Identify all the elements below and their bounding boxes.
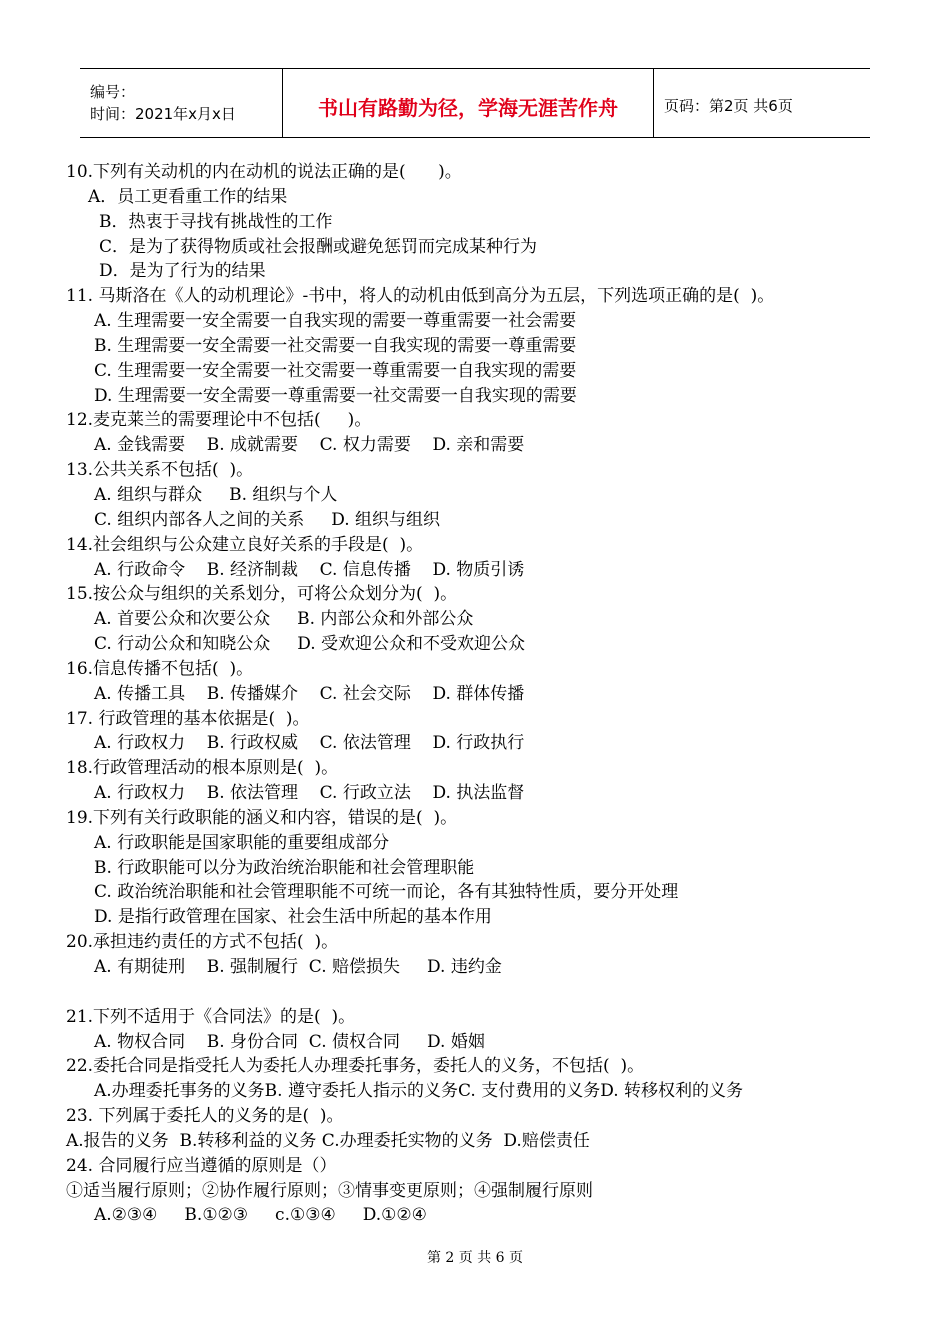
question-line: 13.公共关系不包括( )。 [66, 460, 254, 481]
header-meta [80, 69, 282, 137]
document-date-label: 时间：2021年x月x日 [90, 105, 236, 123]
option-line: B．热衷于寻找有挑战性的工作 [99, 211, 333, 232]
option-line: B. 行政职能可以分为政治统治职能和社会管理职能 [94, 857, 475, 878]
option-line: A. 行政权力 B. 行政权威 C. 依法管理 D. 行政执行 [94, 733, 525, 754]
question-line: 20.承担违约责任的方式不包括( )。 [66, 932, 339, 953]
option-line: C. 生理需要一安全需要一社交需要一尊重需要一自我实现的需要 [94, 360, 577, 381]
option-line: C．是为了获得物质或社会报酬或避免惩罚而完成某种行为 [99, 236, 538, 257]
question-content [66, 160, 896, 1228]
option-line: D. 生理需要一安全需要一尊重需要一社交需要一自我实现的需要 [94, 385, 577, 406]
option-line: A. 组织与群众 B. 组织与个人 [94, 484, 338, 505]
page-footer: 第 2 页 共 6 页 [426, 1250, 524, 1266]
option-line: A. 生理需要一安全需要一自我实现的需要一尊重需要一社会需要 [94, 311, 577, 332]
question-line: A.报告的义务 B.转移利益的义务 C.办理委托实物的义务 D.赔偿责任 [66, 1130, 590, 1151]
question-line: 17. 行政管理的基本依据是( )。 [66, 708, 310, 729]
question-line: 15.按公众与组织的关系划分，可将公众划分为( )。 [66, 584, 458, 605]
option-line: A．员工更看重工作的结果 [88, 186, 288, 207]
page-header [80, 68, 870, 138]
option-line: D. 是指行政管理在国家、社会生活中所起的基本作用 [94, 907, 492, 928]
question-line: 12.麦克莱兰的需要理论中不包括( )。 [66, 410, 372, 431]
option-line: A. 行政职能是国家职能的重要组成部分 [94, 832, 390, 853]
option-line: A. 行政权力 B. 依法管理 C. 行政立法 D. 执法监督 [94, 783, 525, 804]
question-line: 16.信息传播不包括( )。 [66, 658, 254, 679]
question-line: 10.下列有关动机的内在动机的说法正确的是( )。 [66, 162, 462, 182]
question-line: 14.社会组织与公众建立良好关系的手段是( )。 [66, 534, 424, 555]
question-line: 24. 合同履行应当遵循的原则是（） [66, 1155, 337, 1176]
option-line: A. 传播工具 B. 传播媒介 C. 社会交际 D. 群体传播 [94, 683, 525, 704]
question-line: 22.委托合同是指受托人为委托人办理委托事务，委托人的义务，不包括( )。 [66, 1056, 645, 1077]
option-line: B. 生理需要一安全需要一社交需要一自我实现的需要一尊重需要 [94, 335, 577, 356]
header-slogan: 书山有路勤为径，学海无涯苦作舟 [282, 69, 654, 137]
question-line: 23. 下列属于委托人的义务的是( )。 [66, 1106, 344, 1127]
question-line: 18.行政管理活动的根本原则是( )。 [66, 758, 339, 779]
option-line: D．是为了行为的结果 [99, 261, 266, 282]
option-line: A.②③④ B.①②③ c.①③④ D.①②④ [94, 1205, 427, 1226]
question-line: 11. 马斯洛在《人的动机理论》-书中，将人的动机由低到高分为五层，下列选项正确的是( )。 [66, 286, 775, 307]
option-line: A. 金钱需要 B. 成就需要 C. 权力需要 D. 亲和需要 [94, 435, 525, 456]
document-number-label: 编号： [90, 83, 136, 101]
header-page-label: 页码：第2页 共6页 [664, 96, 793, 115]
option-line: A. 行政命令 B. 经济制裁 C. 信息传播 D. 物质引诱 [94, 559, 525, 580]
option-line: A. 首要公众和次要公众 B. 内部公众和外部公众 [94, 609, 474, 630]
option-line: A. 物权合同 B. 身份合同 C. 债权合同 D. 婚姻 [94, 1031, 485, 1052]
option-line: A. 有期徒刑 B. 强制履行 C. 赔偿损失 D. 违约金 [94, 957, 502, 977]
question-line: 19.下列有关行政职能的涵义和内容，错误的是( )。 [66, 807, 458, 828]
question-line: ①适当履行原则；②协作履行原则；③情事变更原则；④强制履行原则 [66, 1180, 593, 1201]
option-line: C. 行动公众和知晓公众 D. 受欢迎公众和不受欢迎公众 [94, 634, 526, 655]
option-line: C. 政治统治职能和社会管理职能不可统一而论，各有其独特性质，要分开处理 [94, 882, 679, 903]
option-line: A.办理委托事务的义务B. 遵守委托人指示的义务C. 支付费用的义务D. 转移权利的义务 [94, 1081, 744, 1102]
question-line: 21.下列不适用于《合同法》的是( )。 [66, 1006, 356, 1027]
option-line: C. 组织内部各人之间的关系 D. 组织与组织 [94, 509, 441, 530]
blank-line [66, 980, 896, 1005]
